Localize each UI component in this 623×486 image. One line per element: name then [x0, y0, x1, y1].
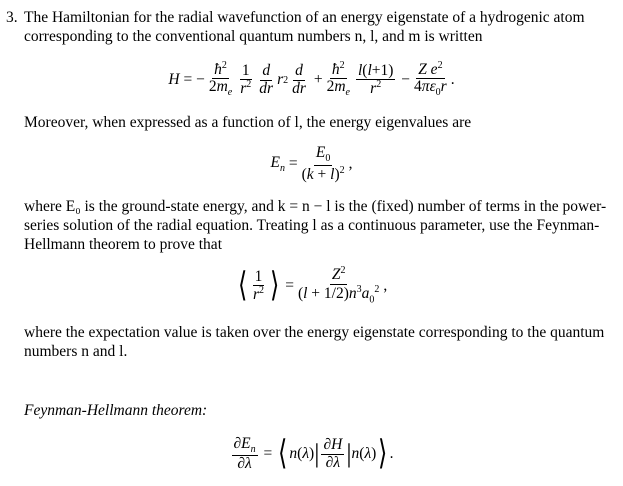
where-paragraph-2: where the expectation value is taken over the energy eigenstate corresponding to the quantum numbers n and l.: [24, 324, 605, 360]
expectation-equation: ⟨ $\frac{1}{r^2}$ ⟩ = $\frac{Z^2}{(l + 1/2)n^3a_0^2}$ ,: [237, 265, 388, 306]
hamiltonian-equation: H = − $\frac{ħ^2}{2m_e}$ $\frac{1}{r^2}$ $\frac{d}{dr}$ r 2 $\frac{d}{dr}$ + $\frac{ħ^2}{2m_e}$ $\frac{l(l+1)}{r^2}$ − $\frac{Z e^2}{4\pi\varepsilon_0r}$ .: [168, 59, 455, 99]
theorem-heading: Feynman-Hellmann theorem:: [24, 402, 208, 419]
energy-equation: $E_n$ = $\frac{E_0}{(k + l)^2}$ ,: [270, 143, 353, 183]
moreover-paragraph: Moreover, when expressed as a function of l, the energy eigenvalues are: [24, 114, 472, 131]
feynman-hellmann-equation: $\frac{\partial E_n}{\partial\lambda}$ = ⟨ n ( λ ) | $\frac{\partial H}{\partial\lambda}$ | n ( λ ) ⟩ .: [233, 434, 394, 473]
intro-paragraph: The Hamiltonian for the radial wavefunction of an energy eigenstate of a hydrogenic atom corresponding to the conventional quantum numbers n, l, and m is written: [24, 9, 585, 45]
where-paragraph-1: where E₀ is the ground-state energy, and k = n − l is the (fixed) number of terms in the power-series solution of the radial equation. Treating l as a continuous parameter, use the Feynman-Hellmann theorem to prove that: [24, 198, 607, 253]
